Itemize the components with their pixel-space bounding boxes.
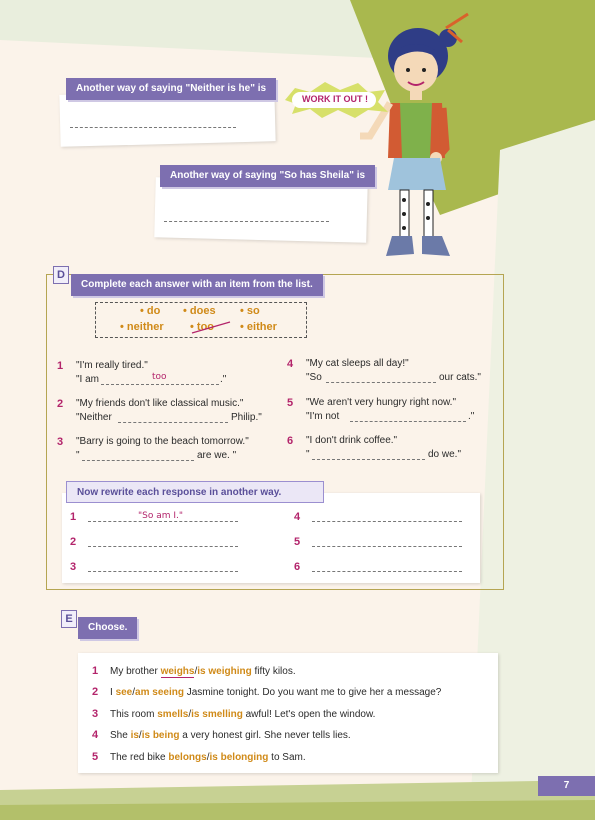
d-item-post: are we. " (197, 450, 237, 461)
rewrite-answer-line[interactable] (312, 546, 462, 547)
e-pre: I (110, 687, 116, 698)
rewrite-answer-line[interactable] (88, 546, 238, 547)
e-choice-b[interactable]: is belonging (209, 752, 269, 763)
e-item-number: 4 (92, 729, 99, 741)
d-answer-line[interactable] (101, 384, 219, 385)
d-item-prompt: "We aren't very hungry right now." (306, 397, 457, 408)
word-too: • too (190, 321, 215, 333)
d-item-number: 6 (287, 435, 294, 447)
e-item-number: 3 (92, 708, 99, 720)
d-item-number: 1 (57, 360, 64, 372)
d-item-post: our cats." (439, 372, 481, 383)
answer-line-2[interactable] (164, 221, 329, 222)
word-so-text: so (246, 305, 260, 317)
word-so: • so (240, 305, 260, 317)
e-sep: / (188, 709, 192, 720)
e-pre: My brother (110, 666, 161, 677)
d-item-pre: " (76, 450, 80, 461)
e-choice-a[interactable]: weighs (160, 666, 195, 677)
word-either: • either (240, 321, 277, 333)
answer-line-1[interactable] (70, 127, 236, 128)
d-item-number: 3 (57, 436, 64, 448)
d-item-pre: "I'm not (306, 411, 340, 422)
word-neither-text: neither (126, 321, 164, 333)
rewrite-instruction: Now rewrite each response in another way. (66, 481, 324, 503)
section-e-instruction: Choose. (78, 617, 137, 639)
e-sep: / (206, 752, 210, 763)
e-choice-a[interactable]: smells (157, 709, 189, 720)
work-it-out-card-2 (154, 177, 367, 243)
section-d-letter: D (53, 266, 69, 284)
e-sep: / (138, 730, 142, 741)
rewrite-card (62, 493, 480, 583)
d-item-prompt: "I'm really tired." (76, 360, 148, 371)
d-item-pre: "I am (76, 374, 99, 385)
e-choice-a[interactable]: see (115, 687, 133, 698)
d-item-pre: "So (306, 372, 322, 383)
e-sep: / (132, 687, 136, 698)
e-pre: This room (110, 709, 158, 720)
rewrite-answer-line[interactable] (312, 521, 462, 522)
e-post: to Sam. (268, 752, 306, 763)
rewrite-number: 2 (70, 536, 77, 548)
e-item-number: 2 (92, 686, 99, 698)
rewrite-answer-handwritten: "So am I." (138, 511, 184, 521)
section-d-instruction: Complete each answer with an item from the list. (71, 274, 323, 296)
d-item-prompt: "My friends don't like classical music." (76, 398, 244, 409)
d-item-pre: " (306, 449, 310, 460)
rewrite-number: 6 (294, 561, 301, 573)
girl-illustration (350, 8, 485, 268)
too-strike-mark (190, 318, 232, 336)
d-item-prompt: "My cat sleeps all day!" (306, 358, 409, 369)
e-item-number: 1 (92, 665, 99, 677)
d-answer-line[interactable] (326, 382, 436, 383)
e-choice-b[interactable]: is smelling (191, 709, 243, 720)
d-item-post: ." (220, 374, 227, 385)
rewrite-number: 3 (70, 561, 77, 573)
work-it-out-text: WORK IT OUT ! (302, 94, 368, 104)
e-item-sentence (110, 665, 296, 679)
e-item-number: 5 (92, 751, 99, 763)
d-item-post: Philip." (231, 412, 262, 423)
d-item-prompt: "I don't drink coffee." (306, 435, 398, 446)
e-choice-a[interactable]: belongs (168, 752, 207, 763)
e-post: awful! Let's open the window. (242, 709, 376, 720)
page-number: 7 (538, 776, 595, 796)
d-item-post: ." (468, 411, 475, 422)
rewrite-answer-line[interactable] (312, 571, 462, 572)
d-item-number: 4 (287, 358, 294, 370)
d-item-pre: "Neither (76, 412, 112, 423)
d-answer-line[interactable] (312, 459, 425, 460)
word-does-text: does (189, 305, 216, 317)
rewrite-answer-line[interactable] (88, 571, 238, 572)
d-answer-line[interactable] (350, 421, 466, 422)
work-it-out-label-2: Another way of saying "So has Sheila" is (160, 165, 375, 187)
e-choice-b[interactable]: is being (141, 730, 180, 741)
work-it-out-label-1: Another way of saying "Neither is he" is (66, 78, 276, 100)
d-answer-line[interactable] (118, 422, 228, 423)
e-choice-b[interactable]: am seeing (135, 687, 184, 698)
e-choice-b[interactable]: is weighing (197, 666, 252, 677)
rewrite-number: 1 (70, 511, 77, 523)
e-pre: She (110, 730, 131, 741)
d-item-number: 2 (57, 398, 64, 410)
e-item-sentence (110, 686, 441, 700)
word-neither: • neither (120, 321, 164, 333)
e-choice-a[interactable]: is (130, 730, 139, 741)
word-does: • does (183, 305, 216, 317)
e-item-sentence (110, 708, 375, 722)
section-e-letter: E (61, 610, 77, 628)
rewrite-number: 5 (294, 536, 301, 548)
d-item-number: 5 (287, 397, 294, 409)
word-do-text: do (146, 305, 161, 317)
e-pre: The red bike (110, 752, 169, 763)
d-item-post: do we." (428, 449, 462, 460)
e-post: a very honest girl. She never tells lies. (179, 730, 351, 741)
rewrite-number: 4 (294, 511, 301, 523)
e-post: Jasmine tonight. Do you want me to give her a message? (183, 687, 442, 698)
word-either-text: either (246, 321, 277, 333)
d-item-prompt: "Barry is going to the beach tomorrow." (76, 436, 249, 447)
e-sep: / (194, 666, 198, 677)
d-answer-handwritten: too (152, 372, 167, 382)
e-item-sentence (110, 729, 351, 743)
e-post: fifty kilos. (251, 666, 296, 677)
word-do: • do (140, 305, 161, 317)
e-item-sentence (110, 751, 306, 765)
d-answer-line[interactable] (82, 460, 194, 461)
word-too-text: too (196, 321, 215, 333)
